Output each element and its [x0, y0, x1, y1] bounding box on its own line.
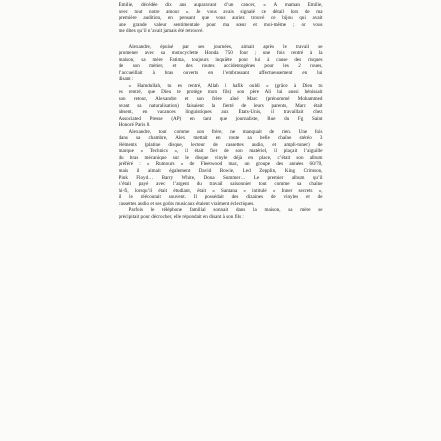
text-line: du bras mécanique sur le disque vinyle déjà en place, c’était son album	[118, 154, 323, 161]
text-line: maison, sa mère Fatima, toujours inquiète pour lui à cause des risques	[118, 56, 323, 63]
text-line: hi-fi, lorsqu’il était étudiant, était « Santana » intitulé « Inner secrets »,	[118, 187, 323, 194]
text-line: es rentré, que Dieu te protège mon fils) son père Ali lui aussi bénissait	[118, 89, 323, 96]
text-line: de son métier, et des routes accidentogènes pour les 2 roues,	[118, 63, 323, 70]
body-text	[119, 2, 323, 220]
text-line: son retour, Alexandre et son frère aîné Marc (prénommé Mohammed	[118, 96, 323, 102]
paragraph-4	[119, 129, 323, 208]
text-line: première audition, en pensant que vous auriez trouvé ce bijou qui avait	[118, 15, 323, 22]
text-line: « Hamdullah, tu es rentré, Allah i hafik ouldi » (grâce à Dieu tu	[128, 82, 323, 89]
text-line: absent, en vacances linguistiques aux États-Unis, il travaillait chez	[118, 109, 323, 116]
text-line: me dites qu’il n’avait jamais été retrouvé.	[118, 28, 204, 35]
paragraph-3	[119, 83, 323, 129]
text-line: mais il aimait également David Bowie, Led Zepplin, King Crimson,	[118, 168, 323, 175]
text-line: Émilie, décédée dix ans auparavant d’un cancer, « À maman Émilie,	[118, 2, 323, 8]
text-line: l’accueillait à bras ouverts en l’embrassant affectueusement en lui	[118, 69, 323, 76]
text-line: dans sa chambre, Alex mettait en route sa belle chaîne stéréo 3	[118, 135, 323, 142]
text-line: s’était payé avec l’argent du travail saisonnier tout comme sa chaîne	[118, 181, 323, 188]
text-line: marque « Technics », il était fier de son matériel, il plaçait l’aiguille	[118, 148, 323, 155]
text-line: Associated Presse (AP) en tant que journaliste, Rue du Fg Saint	[118, 115, 323, 122]
text-line: Pink Floyd… Barry White, Dona Summer… Le premier album qu’il	[118, 174, 323, 181]
text-line: Alexandre, tout comme son frère, ne manquait de rien. Une fois	[128, 128, 323, 135]
text-line: éléments (platine disque, lecteur de cassettes audio, et ampli-tuner) de	[118, 141, 323, 148]
text-line: Parfois le téléphone familial sonnait dans la maison, sa mère se	[128, 207, 323, 214]
text-line: avec tout notre amour ». Je vous avais signalé ce détail lors de ma	[118, 8, 323, 15]
text-line: promener avec sa motocyclette Honda 750 four ; une fois rentré à la	[118, 50, 323, 57]
paragraph-1	[119, 2, 323, 35]
text-line: une grande valeur sentimentale pour ma sœur et moi-même ; or vous	[118, 21, 323, 28]
text-line: Alexandre, épuisé par ses journées, aimait après le travail se	[128, 43, 323, 50]
text-line: préféré : « Rumours » de Fleetwood mac, un groupe des années 60/70,	[118, 161, 323, 168]
paragraph-2	[119, 44, 323, 83]
text-line: Honoré Paris 8.	[118, 122, 151, 129]
text-line: disant :	[118, 76, 134, 83]
text-line: précipitait pour décrocher, elle répondait en disant à son fils :	[118, 213, 244, 220]
paragraph-5	[119, 207, 323, 220]
text-line: avant sa naturalisation) faisaient la fierté de leurs parents, Marc était	[118, 102, 323, 109]
text-line: cassettes audio et ses goûts musicaux étaient vraiment éclectiques.	[118, 200, 255, 207]
text-line: il le réécoutait souvent. Il possédait des dizaines de vinyles et de	[118, 194, 323, 201]
